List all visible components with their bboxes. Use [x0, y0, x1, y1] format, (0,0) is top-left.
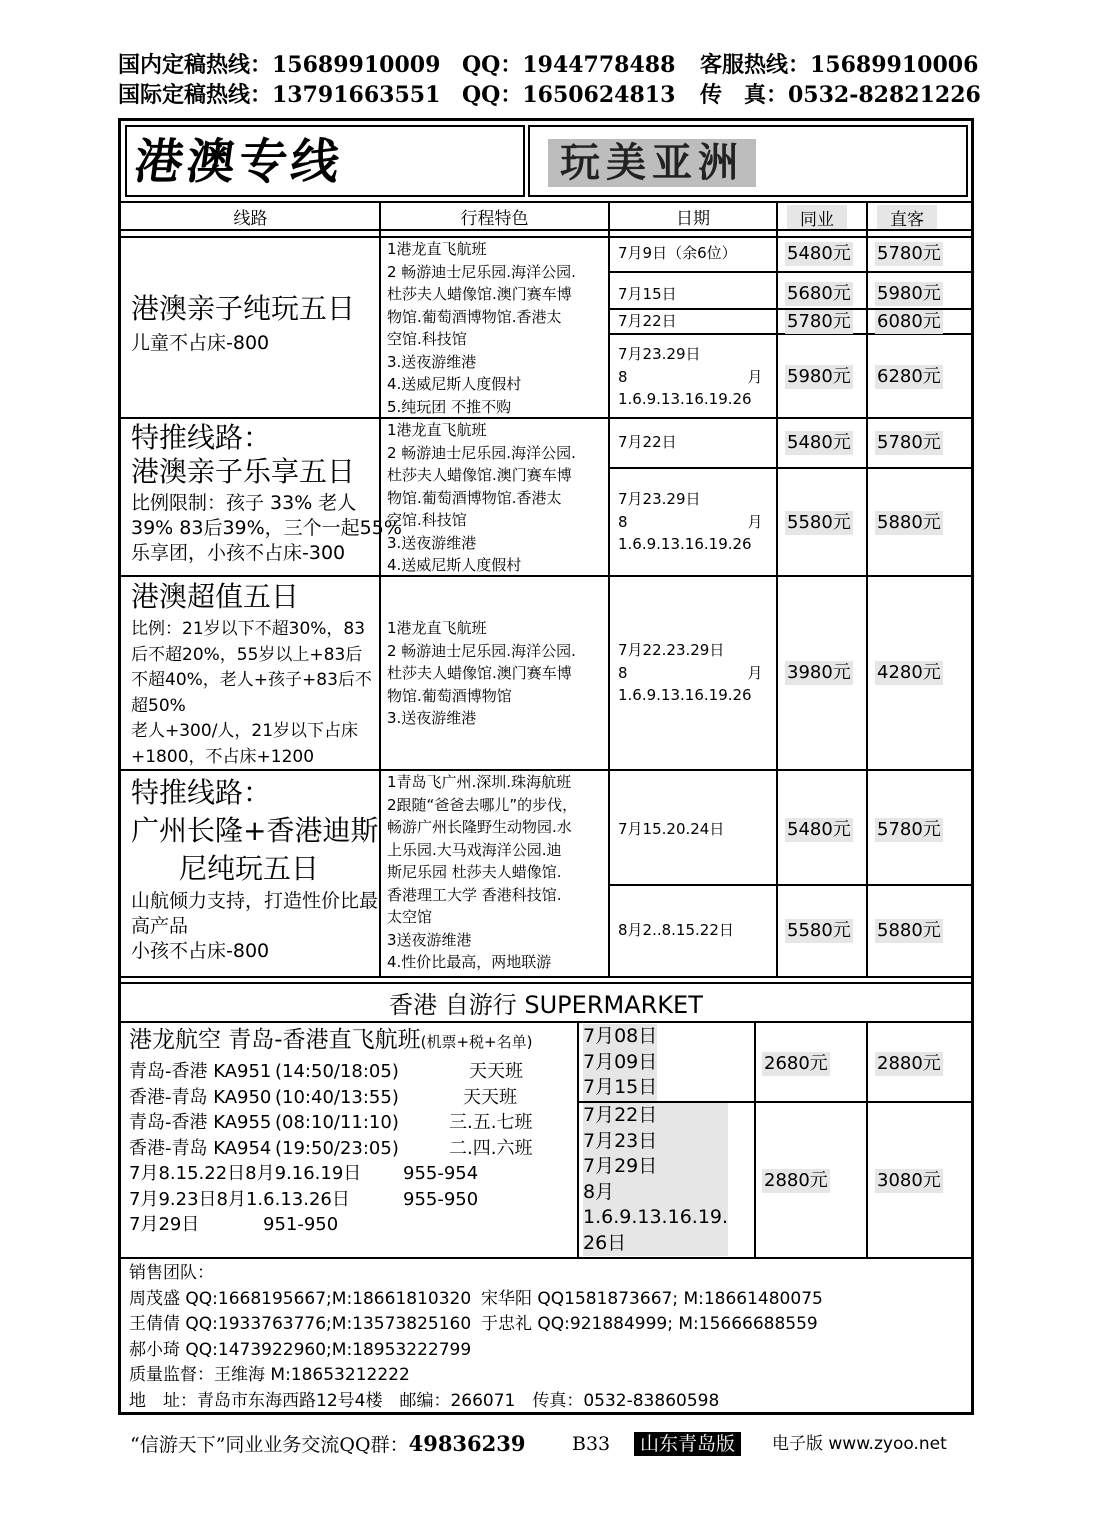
divider	[608, 201, 610, 976]
address: 地 址：青岛市东海西路12号4楼 邮编：266071 传真：0532-83860598	[129, 1390, 720, 1411]
sales-team	[129, 1261, 823, 1414]
route-4-notes: 山航倾力支持，打造性价比最 高产品 小孩不占床-800	[131, 890, 379, 962]
route-3-date-1: 7月22.23.29日 8 月 1.6.9.13.16.19.26	[618, 641, 763, 704]
hk-dates-1: 7月08日 7月09日 7月15日	[583, 1024, 657, 1101]
banner-title-box	[125, 125, 525, 197]
hk-section-title: 香港 自游行 SUPERMARKET	[389, 990, 703, 1019]
list-item: 青岛-香港 KA955 (08:10/11:10) 三.五.七班	[129, 1112, 533, 1133]
route-2-trade-1: 5480元	[787, 432, 851, 453]
hk-retail-2: 3080元	[877, 1170, 941, 1191]
hk-flight-title: 港龙航空 青岛-香港直飞航班(机票+税+名单)	[129, 1027, 533, 1053]
hk-trade-2: 2880元	[764, 1170, 828, 1191]
list-item: 香港-青岛 KA950 (10:40/13:55) 天天班	[129, 1086, 517, 1108]
fax-number: 传 真：0532-82821226	[700, 82, 981, 108]
col-date: 日期	[676, 208, 710, 229]
divider	[121, 976, 971, 978]
route-1-retail-4: 6280元	[877, 366, 941, 387]
list-item: 青岛-香港 KA951 (14:50/18:05) 天天班	[129, 1061, 523, 1082]
route-1-date-2: 7月15日	[618, 285, 677, 303]
route-2-trade-2: 5580元	[787, 512, 851, 533]
route-2-features: 1港龙直飞航班 2 畅游迪士尼乐园.海洋公园. 杜莎夫人蜡像馆.澳门赛车博 物馆.葡萄酒博物馆.香港太 空馆.科技馆 3.送夜游维港 4.送威尼斯人度假村	[387, 421, 576, 574]
route-2-retail-1: 5780元	[877, 432, 941, 453]
route-4-date-1: 7月15.20.24日	[618, 820, 725, 838]
col-feature: 行程特色	[460, 208, 529, 229]
list-item: 周茂盛 QQ:1668195667;M:18661810320 宋华阳 QQ1581873667; M:18661480075	[129, 1288, 823, 1309]
divider	[610, 467, 971, 469]
hk-flight-list	[129, 1059, 533, 1238]
route-1-trade-1: 5480元	[787, 243, 851, 264]
route-2-date-2: 7月23.29日 8 月 1.6.9.13.16.19.26	[618, 490, 763, 553]
domestic-qq: QQ：1944778488	[462, 52, 676, 78]
route-1-retail-1: 5780元	[877, 243, 941, 264]
hk-flight-note: (机票+税+名单)	[420, 1033, 533, 1051]
route-4-trade-2: 5580元	[787, 920, 851, 941]
footer-edition: 山东青岛版	[634, 1432, 741, 1456]
route-1-retail-2: 5980元	[877, 283, 941, 304]
intl-hotline: 国际定稿热线：13791663551	[118, 82, 441, 108]
route-1-features: 1港龙直飞航班 2 畅游迪士尼乐园.海洋公园. 杜莎夫人蜡像馆.澳门赛车博 物馆.葡萄酒博物馆.香港太 空馆.科技馆 3.送夜游维港 4.送威尼斯人度假村 5.纯玩团 不推不购	[387, 240, 576, 416]
route-1-date-1: 7月9日（余6位）	[618, 244, 737, 262]
route-2-notes: 比例限制：孩子 33% 老人 39% 83后39%，三个一起55% 乐享团，小孩不占床-300	[131, 492, 402, 564]
route-3-features: 1港龙直飞航班 2 畅游迪士尼乐园.海洋公园. 杜莎夫人蜡像馆.澳门赛车博 物馆.葡萄酒博物馆 3.送夜游维港	[387, 619, 576, 727]
col-route: 线路	[233, 208, 268, 229]
banner-slogan-box	[528, 125, 968, 197]
route-4-title: 广州长隆+香港迪斯	[131, 814, 379, 847]
service-hotline: 客服热线：15689910006	[700, 52, 979, 78]
route-1-date-3: 7月22日	[618, 312, 677, 330]
divider	[121, 1257, 971, 1259]
route-4-title-2: 尼纯玩五日	[179, 852, 320, 885]
route-4-trade-1: 5480元	[787, 819, 851, 840]
route-2-date-1: 7月22日	[618, 433, 677, 451]
route-2-title: 港澳亲子乐享五日	[131, 455, 356, 488]
divider	[610, 271, 971, 273]
col-trade: 同业	[787, 205, 847, 229]
list-item: 7月8.15.22日8月9.16.19日 955-954	[129, 1163, 479, 1184]
footer-group: “信游天下”同业业务交流QQ群：49836239	[130, 1431, 526, 1456]
route-4-retail-2: 5880元	[877, 920, 941, 941]
route-3-trade-1: 3980元	[787, 662, 851, 683]
divider	[754, 1021, 756, 1258]
route-1-trade-4: 5980元	[787, 366, 851, 387]
sales-title: 销售团队：	[129, 1263, 214, 1283]
list-item: 王倩倩 QQ:1933763776;M:13573825160 于忠礼 QQ:921884999; M:15666688559	[129, 1314, 818, 1334]
table-header	[121, 201, 971, 231]
route-1-title: 港澳亲子纯玩五日	[131, 292, 356, 325]
route-1-date-4: 7月23.29日 8 月 1.6.9.13.16.19.26	[618, 345, 763, 408]
domestic-hotline: 国内定稿热线：15689910009	[118, 52, 441, 78]
list-item: 郝小琦 QQ:1473922960;M:18953222799	[129, 1339, 472, 1360]
col-retail: 直客	[877, 205, 937, 229]
divider	[866, 201, 868, 976]
divider	[379, 201, 381, 976]
footer-page: B33	[572, 1433, 611, 1455]
route-4-date-2: 8月2..8.15.22日	[618, 921, 734, 939]
banner-title: 港澳专线	[131, 134, 347, 190]
hk-trade-1: 2680元	[764, 1053, 828, 1074]
main-frame	[118, 118, 974, 1415]
divider	[577, 1021, 579, 1258]
divider	[776, 201, 778, 976]
list-item: 7月29日 951-950	[129, 1214, 339, 1235]
hk-dates-2: 7月22日 7月23日 7月29日 8月 1.6.9.13.16.19. 26日	[583, 1103, 728, 1256]
route-3-title: 港澳超值五日	[131, 580, 300, 613]
quality: 质量监督：王维海 M:18653212222	[129, 1365, 410, 1385]
route-1-note: 儿童不占床-800	[131, 332, 270, 354]
divider	[121, 1021, 971, 1023]
footer-qq: 49836239	[408, 1431, 526, 1456]
divider	[866, 1021, 868, 1258]
banner-slogan: 玩美亚洲	[548, 139, 756, 187]
route-4-kicker: 特推线路：	[131, 776, 272, 809]
route-4-retail-1: 5780元	[877, 819, 941, 840]
route-1-retail-3: 6080元	[877, 311, 941, 332]
intl-qq: QQ：1650624813	[462, 82, 676, 108]
route-3-notes: 比例：21岁以下不超30%，83 后不超20%，55岁以上+83后 不超40%，老人+孩子+83后不 超50% 老人+300/人，21岁以下占床 +1800，不占床+1200	[131, 619, 372, 767]
route-1-trade-2: 5680元	[787, 283, 851, 304]
list-item: 香港-青岛 KA954 (19:50/23:05) 二.四.六班	[129, 1137, 533, 1159]
route-3-retail-1: 4280元	[877, 662, 941, 683]
list-item: 7月9.23日8月1.6.13.26日 955-950	[129, 1188, 479, 1210]
route-2-kicker: 特推线路：	[131, 421, 272, 454]
route-2-retail-2: 5880元	[877, 512, 941, 533]
hk-retail-1: 2880元	[877, 1053, 941, 1074]
route-1-trade-3: 5780元	[787, 311, 851, 332]
divider	[610, 884, 971, 886]
footer-site: 电子版 www.zyoo.net	[772, 1434, 947, 1454]
route-4-features: 1青岛飞广州.深圳.珠海航班 2跟随“爸爸去哪儿”的步伐， 畅游广州长隆野生动物园.水 上乐园.大马戏海洋公园.迪 斯尼乐园 杜莎夫人蜡像馆. 香港理工大学 香港科技馆. 太空馆 3送夜游维港 4.性价比最高，两地联游	[387, 773, 578, 971]
